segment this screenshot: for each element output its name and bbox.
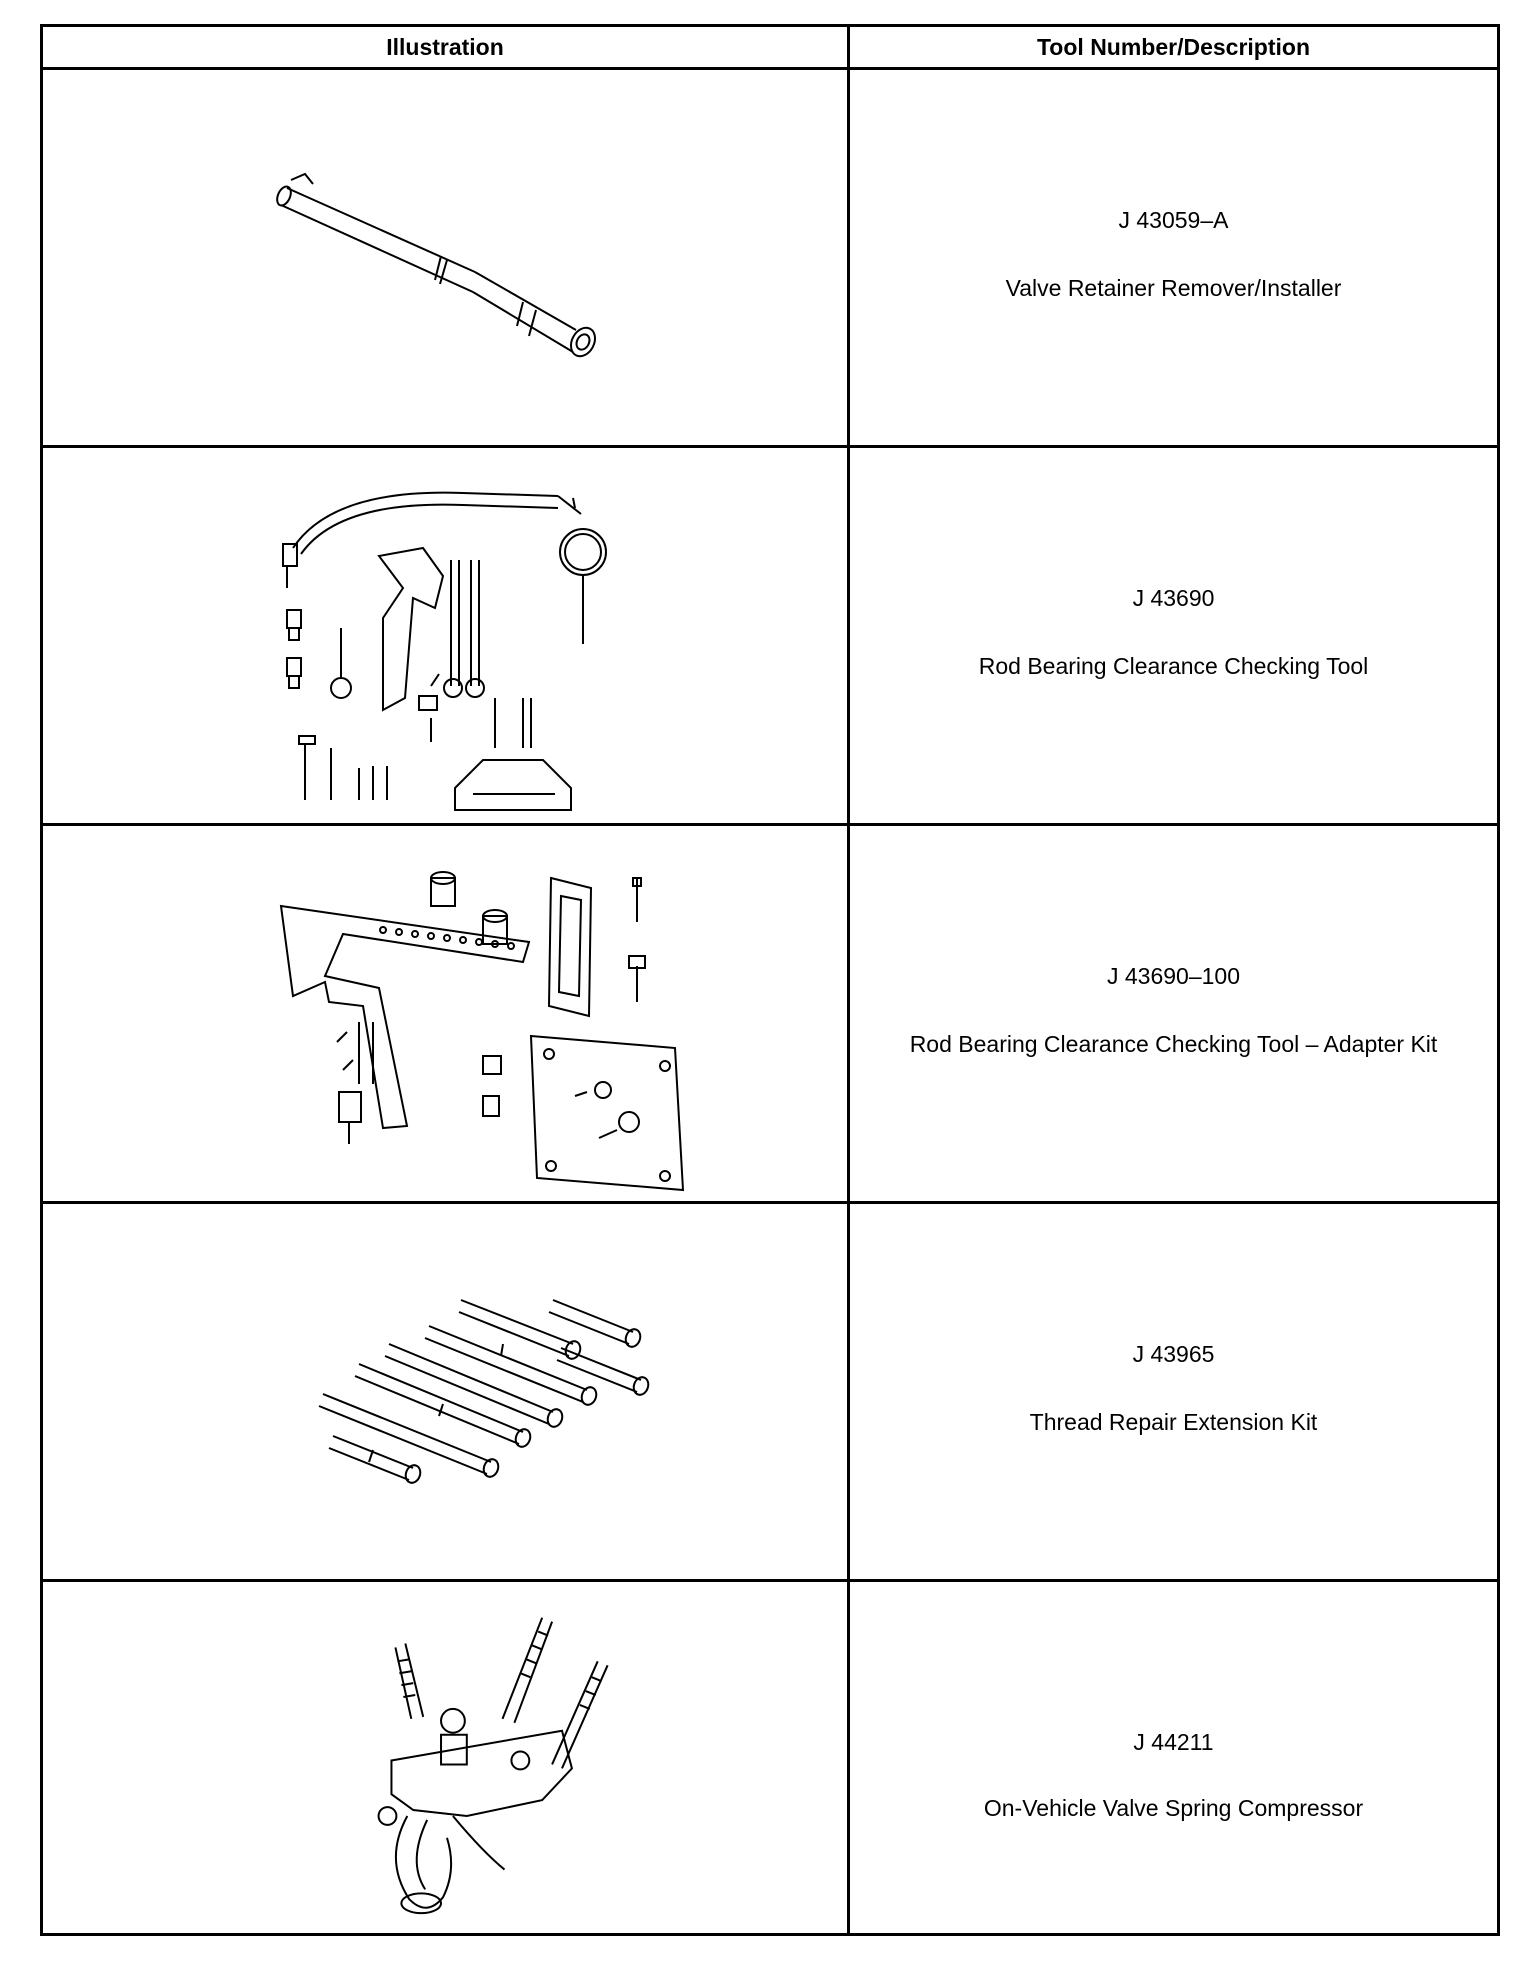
tool-number: J 43690 [1132,585,1215,611]
table-row [43,1579,1497,1933]
tool-description: Rod Bearing Clearance Checking Tool [978,653,1369,679]
tool-number: J 43965 [1132,1341,1215,1367]
description-cell [850,448,1497,823]
tool-description: Valve Retainer Remover/Installer [1005,275,1342,301]
description-cell [850,1582,1497,1933]
tool-number: J 43059–A [1118,207,1229,233]
tool-description: Thread Repair Extension Kit [1029,1409,1318,1435]
tool-number: J 43690–100 [1106,963,1240,989]
illustration-cell [43,1204,847,1579]
table-row [43,445,1497,823]
tool-table [40,24,1500,1936]
rod-bearing-checking-tool-icon [43,448,847,823]
table-row [43,70,1497,445]
description-cell [850,1204,1497,1579]
header-tool-number: Tool Number/Description [1036,34,1311,60]
header-illustration: Illustration [386,34,504,60]
tool-description: Rod Bearing Clearance Checking Tool – Adapter Kit [909,1031,1438,1057]
tool-number: J 44211 [1133,1729,1214,1755]
illustration-cell [43,826,847,1201]
tool-description: On-Vehicle Valve Spring Compressor [983,1795,1364,1821]
description-cell [850,70,1497,445]
valve-retainer-tool-icon [43,70,847,445]
valve-spring-compressor-icon [43,1582,847,1933]
illustration-cell [43,70,847,445]
table-row [43,823,1497,1201]
adapter-kit-icon [43,826,847,1201]
description-cell [850,826,1497,1201]
table-row [43,1201,1497,1579]
thread-extension-kit-icon [43,1204,847,1579]
illustration-cell [43,1582,847,1933]
illustration-cell [43,448,847,823]
table-header [43,27,1497,70]
